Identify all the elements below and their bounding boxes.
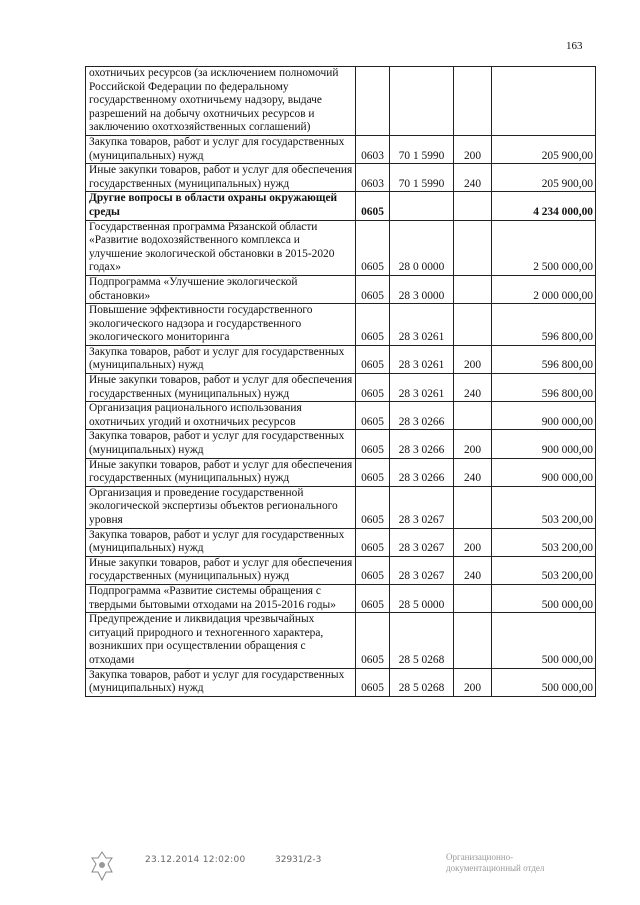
row-expense-type: 240	[454, 458, 492, 486]
row-amount: 2 500 000,00	[492, 220, 596, 275]
row-section: 0605	[356, 345, 390, 373]
footer-doc-code: 32931/2-3	[275, 855, 322, 865]
row-expense-type	[454, 192, 492, 220]
row-amount: 2 000 000,00	[492, 275, 596, 303]
row-amount: 205 900,00	[492, 135, 596, 163]
row-amount: 596 800,00	[492, 345, 596, 373]
row-name: Закупка товаров, работ и услуг для государственных (муниципальных) нужд	[86, 528, 356, 556]
table-row	[86, 164, 596, 192]
row-amount: 500 000,00	[492, 613, 596, 668]
row-target-article	[390, 67, 454, 136]
row-target-article: 28 3 0267	[390, 528, 454, 556]
row-amount: 900 000,00	[492, 458, 596, 486]
footer-datetime: 23.12.2014 12:02:00	[145, 855, 246, 865]
row-target-article: 28 0 0000	[390, 220, 454, 275]
row-name: Закупка товаров, работ и услуг для государственных (муниципальных) нужд	[86, 668, 356, 696]
row-section: 0603	[356, 164, 390, 192]
row-target-article: 28 3 0266	[390, 458, 454, 486]
row-amount: 4 234 000,00	[492, 192, 596, 220]
row-section: 0605	[356, 402, 390, 430]
row-name: Закупка товаров, работ и услуг для государственных (муниципальных) нужд	[86, 345, 356, 373]
row-name: Организация и проведение государственной экологической экспертизы объектов регионального уровня	[86, 486, 356, 528]
row-target-article: 28 3 0000	[390, 275, 454, 303]
row-name: Иные закупки товаров, работ и услуг для обеспечения государственных (муниципальных) нужд	[86, 374, 356, 402]
row-amount: 500 000,00	[492, 584, 596, 612]
row-name: Иные закупки товаров, работ и услуг для обеспечения государственных (муниципальных) нужд	[86, 556, 356, 584]
table-row	[86, 345, 596, 373]
row-amount: 503 200,00	[492, 528, 596, 556]
row-section: 0605	[356, 374, 390, 402]
row-section: 0605	[356, 192, 390, 220]
row-expense-type: 200	[454, 345, 492, 373]
table-row	[86, 528, 596, 556]
budget-table	[85, 66, 596, 697]
row-target-article: 28 3 0261	[390, 304, 454, 346]
table-row	[86, 430, 596, 458]
row-name: Закупка товаров, работ и услуг для государственных (муниципальных) нужд	[86, 430, 356, 458]
table-row	[86, 220, 596, 275]
row-expense-type	[454, 275, 492, 303]
row-section: 0605	[356, 584, 390, 612]
row-name: Иные закупки товаров, работ и услуг для обеспечения государственных (муниципальных) нужд	[86, 164, 356, 192]
row-target-article: 28 3 0267	[390, 556, 454, 584]
row-section: 0603	[356, 135, 390, 163]
row-name: Иные закупки товаров, работ и услуг для обеспечения государственных (муниципальных) нужд	[86, 458, 356, 486]
row-target-article: 28 3 0267	[390, 486, 454, 528]
table-row	[86, 556, 596, 584]
row-target-article: 28 5 0268	[390, 668, 454, 696]
row-name: Подпрограмма «Развитие системы обращения с твердыми бытовыми отходами на 2015-2016 годы»	[86, 584, 356, 612]
table-row	[86, 613, 596, 668]
row-section: 0605	[356, 430, 390, 458]
table-row	[86, 135, 596, 163]
row-expense-type	[454, 402, 492, 430]
row-expense-type: 200	[454, 668, 492, 696]
row-amount: 596 800,00	[492, 304, 596, 346]
table-row	[86, 486, 596, 528]
row-target-article: 28 3 0266	[390, 402, 454, 430]
row-amount: 503 200,00	[492, 556, 596, 584]
row-target-article	[390, 192, 454, 220]
row-expense-type: 200	[454, 135, 492, 163]
row-amount: 900 000,00	[492, 430, 596, 458]
row-expense-type	[454, 613, 492, 668]
row-section: 0605	[356, 275, 390, 303]
row-section: 0605	[356, 668, 390, 696]
table-row	[86, 584, 596, 612]
row-target-article: 28 3 0261	[390, 374, 454, 402]
row-section	[356, 67, 390, 136]
row-amount: 500 000,00	[492, 668, 596, 696]
row-section: 0605	[356, 220, 390, 275]
row-section: 0605	[356, 556, 390, 584]
row-name: охотничьих ресурсов (за исключением полномочий Российской Федерации по федеральному государственному охотничьему надзору, выдаче разрешений на добычу охотничьих ресурсов и заключению охотхозяйственных соглашений)	[86, 67, 356, 136]
row-section: 0605	[356, 613, 390, 668]
row-expense-type	[454, 584, 492, 612]
row-target-article: 70 1 5990	[390, 135, 454, 163]
table-row	[86, 402, 596, 430]
table-row	[86, 192, 596, 220]
table-row	[86, 67, 596, 136]
row-expense-type: 240	[454, 374, 492, 402]
table-row	[86, 668, 596, 696]
table-row	[86, 374, 596, 402]
row-expense-type: 200	[454, 430, 492, 458]
row-section: 0605	[356, 486, 390, 528]
row-name: Подпрограмма «Улучшение экологической обстановки»	[86, 275, 356, 303]
row-expense-type: 240	[454, 556, 492, 584]
row-expense-type	[454, 220, 492, 275]
row-section: 0605	[356, 458, 390, 486]
row-amount: 503 200,00	[492, 486, 596, 528]
row-expense-type: 240	[454, 164, 492, 192]
row-expense-type	[454, 486, 492, 528]
row-name: Другие вопросы в области охраны окружающей среды	[86, 192, 356, 220]
row-name: Предупреждение и ликвидация чрезвычайных ситуаций природного и техногенного характера, возникших при осуществлении обращения с отходами	[86, 613, 356, 668]
row-name: Повышение эффективности государственного экологического надзора и государственного экологического мониторинга	[86, 304, 356, 346]
row-amount: 596 800,00	[492, 374, 596, 402]
row-target-article: 28 3 0261	[390, 345, 454, 373]
row-section: 0605	[356, 528, 390, 556]
page-number: 163	[566, 40, 583, 52]
row-section: 0605	[356, 304, 390, 346]
table-row	[86, 458, 596, 486]
coat-of-arms-icon	[88, 850, 116, 884]
row-expense-type	[454, 67, 492, 136]
table-row	[86, 304, 596, 346]
row-name: Организация рационального использования охотничьих угодий и охотничьих ресурсов	[86, 402, 356, 430]
row-expense-type: 200	[454, 528, 492, 556]
budget-table-body	[86, 67, 596, 697]
row-amount	[492, 67, 596, 136]
row-target-article: 28 5 0000	[390, 584, 454, 612]
footer-department: Организационно-документационный отдел	[446, 852, 545, 873]
row-amount: 900 000,00	[492, 402, 596, 430]
row-target-article: 28 3 0266	[390, 430, 454, 458]
row-amount: 205 900,00	[492, 164, 596, 192]
row-expense-type	[454, 304, 492, 346]
row-name: Государственная программа Рязанской области «Развитие водохозяйственного комплекса и улучшение экологической обстановки в 2015-2020 годах»	[86, 220, 356, 275]
table-row	[86, 275, 596, 303]
row-target-article: 70 1 5990	[390, 164, 454, 192]
row-target-article: 28 5 0268	[390, 613, 454, 668]
row-name: Закупка товаров, работ и услуг для государственных (муниципальных) нужд	[86, 135, 356, 163]
